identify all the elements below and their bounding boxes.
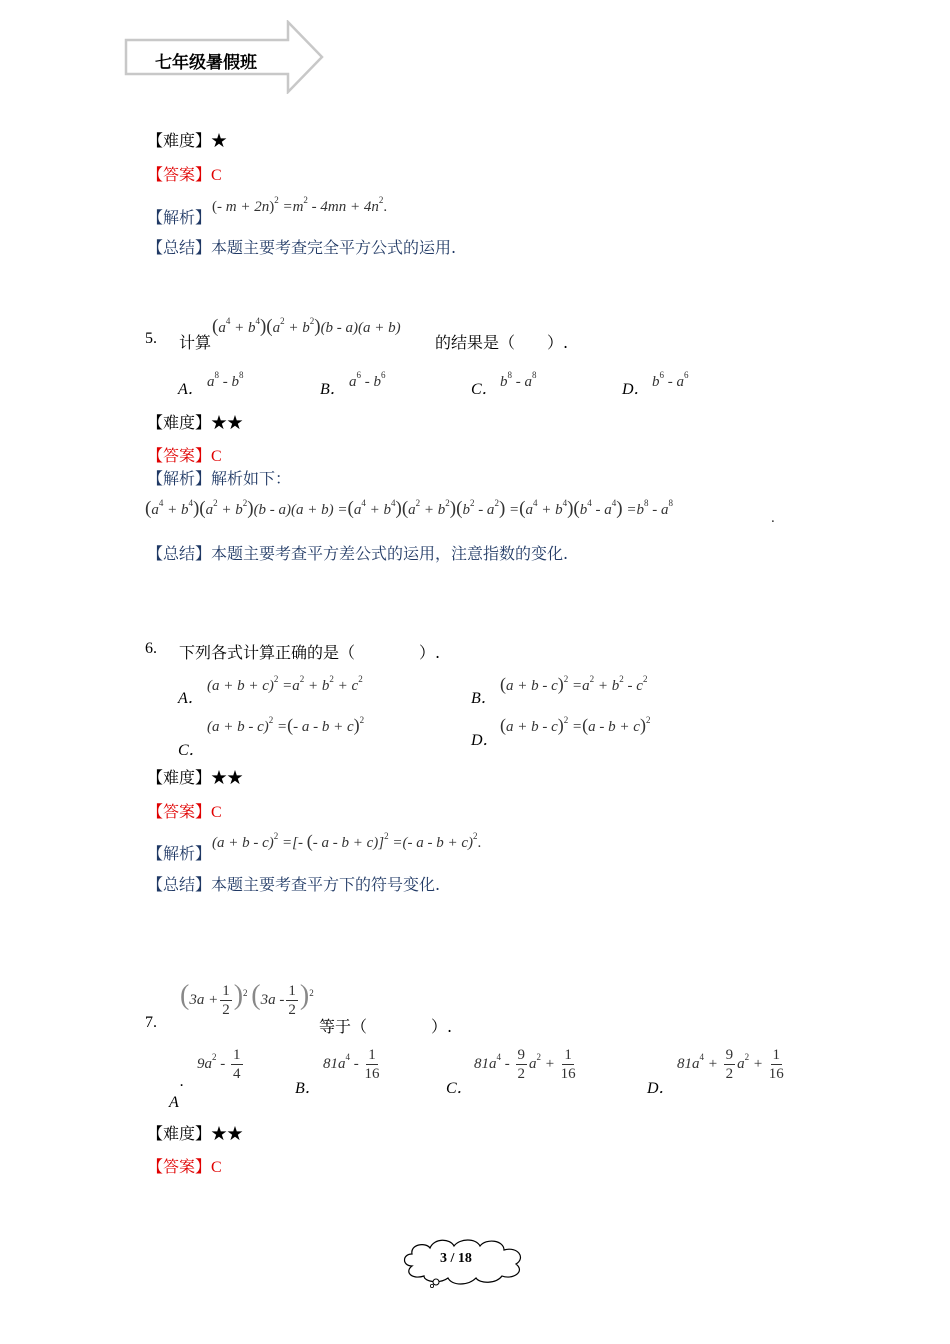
q5-analysis — [147, 466, 291, 489]
q7-answer — [147, 1154, 222, 1177]
q6-number: 6. — [145, 640, 157, 657]
q6-option-b-label: B． — [471, 690, 497, 707]
q7-option-d-expr: $81a^4$ + $\frac{9}{2}$ $a^2$ + $\frac{1}{16}$ — [677, 1047, 784, 1082]
q6-analysis-tag: 【解析】 — [147, 844, 212, 863]
q4-summary — [147, 235, 456, 258]
analysis-tag: 【解析】 — [147, 469, 212, 488]
q6-answer — [147, 799, 222, 822]
answer-value: C — [211, 448, 222, 465]
q6-stem: 下列各式计算正确的是（ ）. — [179, 643, 441, 662]
q5-number: 5. — [145, 330, 157, 347]
summary-tag: 【总结】 — [147, 238, 212, 257]
summary-text: 本题主要考查平方下的符号变化. — [211, 875, 441, 894]
q7-stem-suffix: 等于（ ）. — [319, 1017, 453, 1036]
q7-option-c-expr: $81a^4$ - $\frac{9}{2}$ $a^2$ + $\frac{1}{16}$ — [474, 1047, 576, 1082]
q7-option-a-dot: . — [180, 1073, 184, 1090]
answer-value: C — [211, 804, 222, 821]
answer-tag: 【答案】 — [147, 1157, 212, 1176]
analysis-intro: 解析如下： — [211, 469, 292, 488]
q6-option-c-expr: $(a + b - c)^2$ =(- a - b + c)$^2$ — [207, 715, 365, 735]
summary-tag: 【总结】 — [147, 875, 212, 894]
difficulty-stars: ★ — [211, 131, 228, 150]
q7-option-c-label: C． — [446, 1080, 473, 1097]
q5-answer — [147, 443, 222, 466]
difficulty-tag: 【难度】 — [147, 1124, 212, 1143]
q6-option-d-expr: $(a + b - c)^2 =(a - b + c)^2$ — [500, 715, 651, 735]
q5-option-a-label: A． — [178, 381, 204, 398]
q4-analysis-formula: (- $m + 2n)^2 =m^2 - 4mn + 4n^2$. — [212, 195, 388, 215]
difficulty-tag: 【难度】 — [147, 413, 212, 432]
answer-tag: 【答案】 — [147, 165, 212, 184]
header-title: 七年级暑假班 — [155, 53, 257, 73]
q5-stem-expression: $(a^4 + b^4)(a^2 + b^2)(b - a)(a + b)$ — [212, 316, 401, 337]
q6-option-b-expr: $(a + b - c)^2 =a^2 + b^2 - c^2$ — [500, 674, 648, 694]
q5-difficulty — [147, 410, 243, 433]
q7-number: 7. — [145, 1014, 157, 1031]
q7-stem-expression: (3a + $\frac{1}{2}$ )$^2$ (3a - $\frac{1}{2}$ )$^2$ — [180, 980, 314, 1019]
q6-option-d-label: D． — [471, 732, 499, 749]
q5-analysis-period: . — [771, 510, 775, 526]
q5-stem-suffix: 的结果是（ ）. — [435, 333, 569, 352]
difficulty-stars: ★★ — [211, 413, 244, 432]
difficulty-tag: 【难度】 — [147, 131, 212, 150]
q7-option-a-expr: $9a^2$ - $\frac{1}{4}$ — [197, 1047, 241, 1082]
footer-page-number: 3 / 18 — [440, 1251, 472, 1266]
difficulty-tag: 【难度】 — [147, 768, 212, 787]
summary-tag: 【总结】 — [147, 544, 212, 563]
q5-analysis-formula: $(a^4 + b^4)(a^2 + b^2)(b - a)(a + b) =(a^4 + b^4)(a^2 + b^2)(b^2 - a^2) =(a^4 + b^4)(b^4 - a^4) =b^8 - a^8$ — [145, 498, 673, 519]
q5-option-c-expr: $b^8 - a^8$ — [500, 370, 537, 390]
summary-text: 本题主要考查完全平方公式的运用. — [211, 238, 457, 257]
q5-option-d-label: D． — [622, 381, 650, 398]
q7-option-b-label: B． — [295, 1080, 321, 1097]
q7-option-a-label: A — [169, 1094, 179, 1111]
q6-summary — [147, 872, 440, 895]
q7-option-d-label: D． — [647, 1080, 675, 1097]
q6-analysis-formula: $(a + b - c)^2$ =[- (- a - b + c)]$^2$ =(- a - b + c)$^2$. — [212, 831, 482, 851]
answer-tag: 【答案】 — [147, 802, 212, 821]
q5-stem-prefix: 计算 — [179, 333, 212, 352]
q5-option-a-expr: $a^8 - b^8$ — [207, 370, 244, 390]
q7-difficulty — [147, 1121, 243, 1144]
summary-text: 本题主要考查平方差公式的运用，注意指数的变化. — [211, 544, 569, 563]
difficulty-stars: ★★ — [211, 768, 244, 787]
answer-value: C — [211, 1159, 222, 1176]
q5-option-d-expr: $b^6 - a^6$ — [652, 370, 689, 390]
difficulty-stars: ★★ — [211, 1124, 244, 1143]
q6-option-c-label: C． — [178, 742, 205, 759]
q5-option-b-expr: $a^6 - b^6$ — [349, 370, 386, 390]
q6-difficulty — [147, 765, 243, 788]
answer-tag: 【答案】 — [147, 446, 212, 465]
q6-option-a-label: A． — [178, 690, 204, 707]
q4-answer — [147, 162, 222, 185]
q6-option-a-expr: $(a + b + c)^2 =a^2 + b^2 + c^2$ — [207, 674, 363, 694]
q5-option-c-label: C． — [471, 381, 498, 398]
q4-analysis-tag: 【解析】 — [147, 208, 212, 227]
q7-option-b-expr: $81a^4$ - $\frac{1}{16}$ — [323, 1047, 380, 1082]
q4-difficulty — [147, 128, 227, 151]
q5-option-b-label: B． — [320, 381, 346, 398]
answer-value: C — [211, 167, 222, 184]
q5-summary — [147, 541, 568, 564]
